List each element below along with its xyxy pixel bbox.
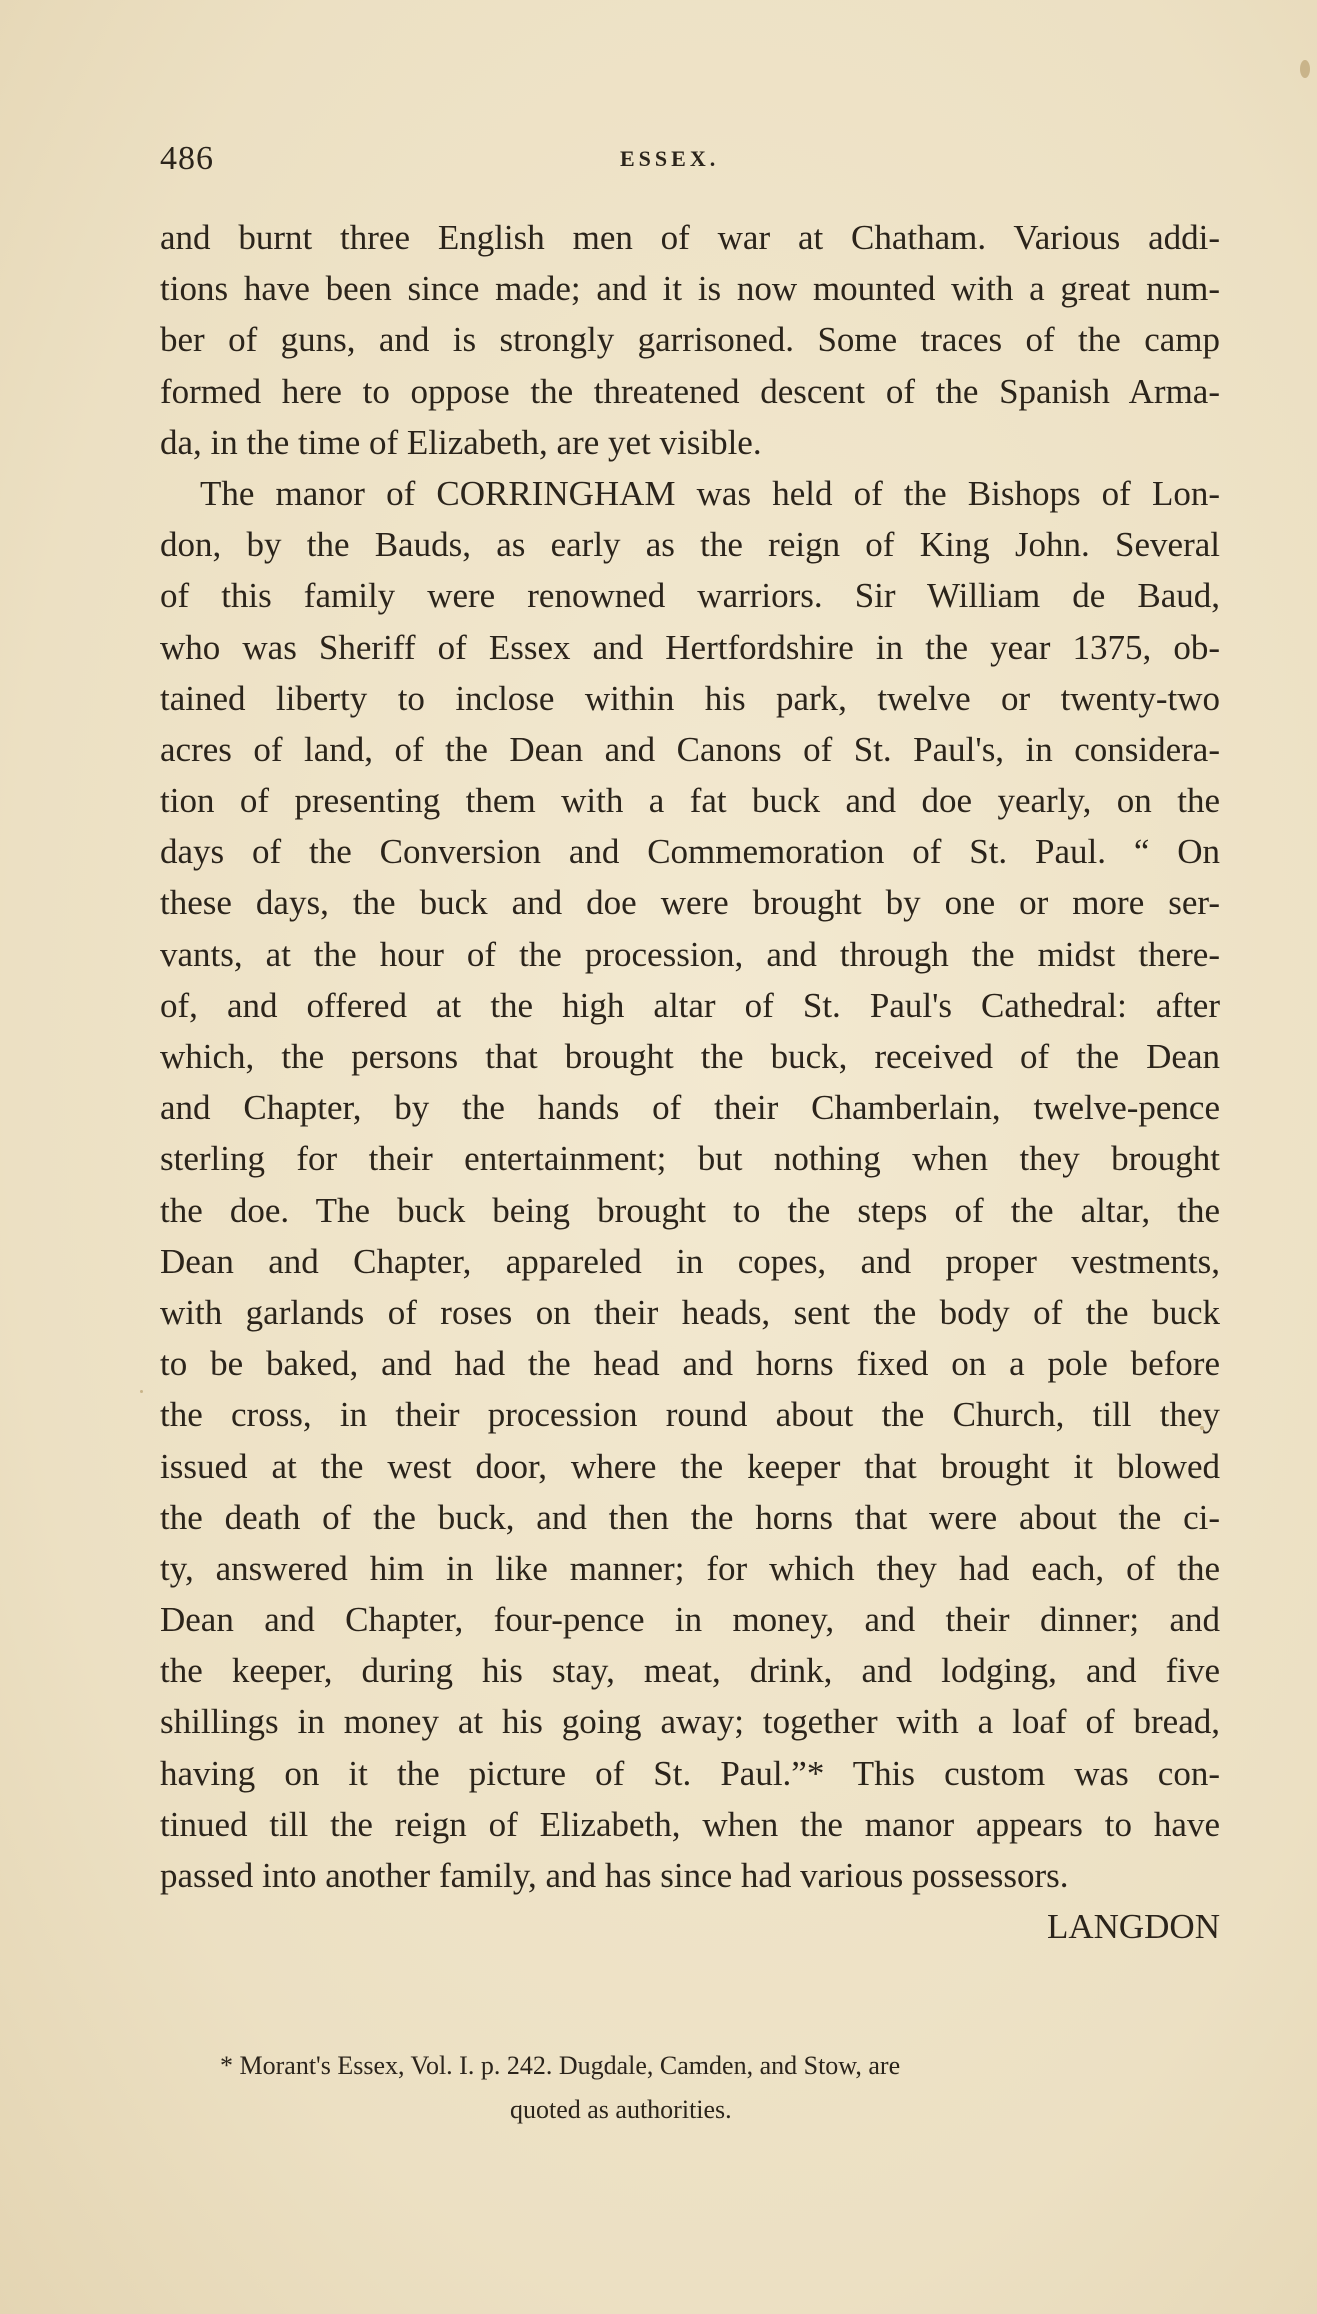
text-line: formed here to oppose the threatened descent of the Spanish Arma-: [160, 371, 1220, 411]
text-line: which, the persons that brought the buck, received of the Dean: [160, 1037, 1220, 1076]
text-line: these days, the buck and doe were brought by one or more ser-: [160, 883, 1220, 923]
footnote-line: quoted as authorities.: [510, 2095, 732, 2124]
paper-speck: [140, 1390, 143, 1393]
running-head: ESSEX.: [620, 146, 720, 171]
text-line: sterling for their entertainment; but nothing when they brought: [160, 1139, 1220, 1179]
text-line: Dean and Chapter, appareled in copes, and proper vestments,: [160, 1241, 1220, 1281]
text-line: the doe. The buck being brought to the steps of the altar, the: [160, 1190, 1220, 1230]
text-line: having on it the picture of St. Paul.”* This custom was con-: [160, 1753, 1220, 1793]
text-line: the death of the buck, and then the horns that were about the ci-: [160, 1497, 1220, 1537]
text-line: days of the Conversion and Commemoration of St. Paul. “ On: [160, 832, 1220, 872]
text-line: Dean and Chapter, four-pence in money, and their dinner; and: [160, 1600, 1220, 1640]
text-line: tions have been since made; and it is now mounted with a great num-: [160, 269, 1220, 309]
text-line: tion of presenting them with a fat buck and doe yearly, on the: [160, 781, 1220, 821]
text-line: passed into another family, and has since had various possessors.: [160, 1856, 1069, 1895]
catchword: LANGDON: [1046, 1907, 1220, 1947]
text-line: don, by the Bauds, as early as the reign of King John. Several: [160, 525, 1220, 565]
text-line: acres of land, of the Dean and Canons of St. Paul's, in considera-: [160, 729, 1220, 769]
page-number: 486: [160, 140, 214, 177]
text-line: of, and offered at the high altar of St. Paul's Cathedral: after: [160, 985, 1220, 1025]
text-line: The manor of CORRINGHAM was held of the Bishops of Lon-: [200, 473, 1220, 513]
text-line: the keeper, during his stay, meat, drink, and lodging, and five: [160, 1651, 1220, 1691]
paper-speck: [1300, 60, 1310, 78]
page-header: [160, 140, 1160, 190]
text-line: who was Sheriff of Essex and Hertfordshire in the year 1375, ob-: [160, 627, 1220, 667]
text-line: and Chapter, by the hands of their Chamberlain, twelve-pence: [160, 1088, 1220, 1128]
text-line: tinued till the reign of Elizabeth, when the manor appears to have: [160, 1804, 1220, 1844]
text-line: shillings in money at his going away; together with a loaf of bread,: [160, 1702, 1220, 1742]
text-line: issued at the west door, where the keeper that brought it blowed: [160, 1446, 1220, 1486]
text-line: with garlands of roses on their heads, sent the body of the buck: [160, 1292, 1220, 1332]
text-line: da, in the time of Elizabeth, are yet visible.: [160, 422, 762, 462]
text-line: vants, at the hour of the procession, and through the midst there-: [160, 934, 1220, 974]
text-line: the cross, in their procession round about the Church, till they: [160, 1395, 1220, 1435]
text-line: and burnt three English men of war at Chatham. Various addi-: [160, 218, 1220, 257]
footnote-line: * Morant's Essex, Vol. I. p. 242. Dugdale, Camden, and Stow, are: [220, 2051, 901, 2080]
footnote: [220, 2044, 1160, 2132]
text-line: ber of guns, and is strongly garrisoned. Some traces of the camp: [160, 320, 1220, 360]
text-line: of this family were renowned warriors. Sir William de Baud,: [160, 576, 1220, 616]
body-text: [160, 212, 1220, 1952]
text-line: tained liberty to inclose within his park, twelve or twenty-two: [160, 678, 1220, 718]
text-line: to be baked, and had the head and horns fixed on a pole before: [160, 1344, 1220, 1384]
text-line: ty, answered him in like manner; for which they had each, of the: [160, 1548, 1220, 1588]
